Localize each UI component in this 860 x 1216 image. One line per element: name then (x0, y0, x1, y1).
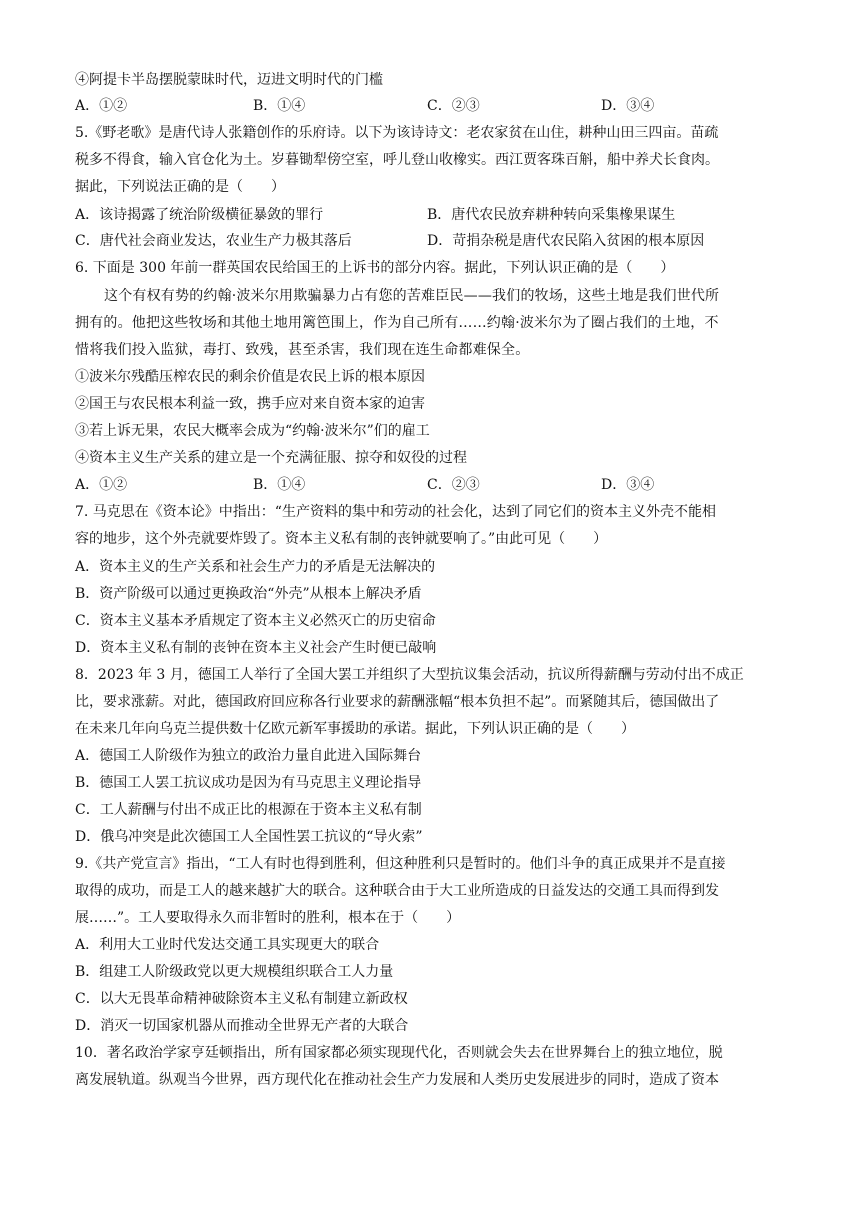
q6-option-b: B．①④ (253, 477, 306, 493)
q8-stem-line-3: 在未来几年向乌克兰提供数十亿欧元新军事援助的承诺。据此，下列认识正确的是（ ） (75, 721, 635, 737)
q6-options (75, 475, 795, 495)
q7-option-d: D．资本主义私有制的丧钟在资本主义社会产生时便已敲响 (75, 640, 437, 656)
q9-stem-line-3: 展……”。工人要取得永久而非暂时的胜利，根本在于（ ） (75, 910, 461, 926)
q5-stem-line-1: 5.《野老歌》是唐代诗人张籍创作的乐府诗。以下为该诗诗文：老农家贫在山住，耕种山田三四亩。苗疏 (75, 125, 719, 141)
q5-option-d: D．苛捐杂税是唐代农民陷入贫困的根本原因 (427, 233, 705, 249)
q6-statement-1: ①波米尔残酷压榨农民的剩余价值是农民上诉的根本原因 (75, 369, 425, 385)
q7-stem-line-1: 7. 马克思在《资本论》中指出：“生产资料的集中和劳动的社会化，达到了同它们的资本主义外壳不能相 (75, 504, 716, 520)
q9-option-a: A．利用大工业时代发达交通工具实现更大的联合 (75, 937, 380, 953)
q6-option-d: D．③④ (601, 477, 655, 493)
q5-option-a: A．该诗揭露了统治阶级横征暴敛的罪行 (75, 207, 324, 223)
q6-stem: 6. 下面是 300 年前一群英国农民给国王的上诉书的部分内容。据此，下列认识正确的是（ ） (75, 260, 675, 276)
q8-option-d: D．俄乌冲突是此次德国工人全国性罢工抗议的“导火索” (75, 829, 423, 845)
q4-option-b: B．①④ (253, 98, 306, 114)
q6-statement-2: ②国王与农民根本利益一致，携手应对来自资本家的迫害 (75, 396, 425, 412)
q9-option-c: C．以大无畏革命精神破除资本主义私有制建立新政权 (75, 991, 408, 1007)
q4-option-a: A．①② (75, 98, 128, 114)
q10-stem-line-2: 离发展轨道。纵观当今世界，西方现代化在推动社会生产力发展和人类历史发展进步的同时，造成了资本 (75, 1072, 719, 1088)
q7-option-a: A．资本主义的生产关系和社会生产力的矛盾是无法解决的 (75, 559, 436, 575)
q5-stem-line-3: 据此，下列说法正确的是（ ） (75, 179, 285, 195)
q10-stem-line-1: 10．著名政治学家亨廷顿指出，所有国家都必须实现现代化，否则就会失去在世界舞台上的独立地位，脱 (75, 1045, 723, 1061)
q4-options (75, 96, 795, 116)
q8-option-c: C．工人薪酬与付出不成正比的根源在于资本主义私有制 (75, 802, 422, 818)
q6-statement-4: ④资本主义生产关系的建立是一个充满征服、掠夺和奴役的过程 (75, 450, 467, 466)
q7-stem-line-2: 容的地步，这个外壳就要炸毁了。资本主义私有制的丧钟就要响了。”由此可见（ ） (75, 531, 608, 547)
q6-quote-line-3: 惜将我们投入监狱，毒打、致残，甚至杀害，我们现在连生命都难保全。 (75, 342, 530, 358)
q9-stem-line-2: 取得的成功，而是工人的越来越扩大的联合。这种联合由于大工业所造成的日益发达的交通工具而得到发 (75, 883, 719, 899)
q9-option-b: B．组建工人阶级政党以更大规模组织联合工人力量 (75, 964, 394, 980)
q6-statement-3: ③若上诉无果，农民大概率会成为“约翰·波米尔”们的雇工 (75, 423, 430, 439)
q7-option-b: B．资产阶级可以通过更换政治“外壳”从根本上解决矛盾 (75, 586, 422, 602)
q5-option-b: B．唐代农民放弃耕种转向采集橡果谋生 (427, 207, 676, 223)
q5-options-row-1 (75, 205, 795, 225)
q6-option-c: C．②③ (427, 477, 480, 493)
q6-quote-line-2: 拥有的。他把这些牧场和其他土地用篱笆围上，作为自己所有……约翰·波米尔为了圈占我们的土地，不 (75, 315, 719, 331)
q6-quote-line-1: 这个有权有势的约翰·波米尔用欺骗暴力占有您的苦难臣民——我们的牧场，这些土地是我们世代所 (104, 288, 720, 304)
q4-option-c: C．②③ (427, 98, 480, 114)
q6-option-a: A．①② (75, 477, 128, 493)
q8-stem-line-2: 比，要求涨薪。对此，德国政府回应称各行业要求的薪酬涨幅“根本负担不起”。而紧随其后，德国做出了 (75, 694, 720, 710)
q8-option-b: B．德国工人罢工抗议成功是因为有马克思主义理论指导 (75, 775, 422, 791)
q5-option-c: C．唐代社会商业发达，农业生产力极其落后 (75, 233, 352, 249)
q4-option-d: D．③④ (601, 98, 655, 114)
q9-option-d: D．消灭一切国家机器从而推动全世界无产者的大联合 (75, 1018, 409, 1034)
q9-stem-line-1: 9.《共产党宣言》指出，“工人有时也得到胜利，但这种胜利只是暂时的。他们斗争的真正成果并不是直接 (75, 856, 726, 872)
q4-statement-4: ④阿提卡半岛摆脱蒙昧时代，迈进文明时代的门槛 (75, 72, 383, 88)
q7-option-c: C．资本主义基本矛盾规定了资本主义必然灭亡的历史宿命 (75, 613, 436, 629)
q8-stem-line-1: 8．2023 年 3 月，德国工人举行了全国大罢工并组织了大型抗议集会活动，抗议所得薪酬与劳动付出不成正 (75, 667, 744, 683)
q8-option-a: A．德国工人阶级作为独立的政治力量自此进入国际舞台 (75, 748, 422, 764)
q5-options-row-2 (75, 231, 795, 251)
q5-stem-line-2: 税多不得食，输入官仓化为土。岁暮锄犁傍空室，呼儿登山收橡实。西江贾客珠百斛，船中养犬长食肉。 (75, 152, 719, 168)
